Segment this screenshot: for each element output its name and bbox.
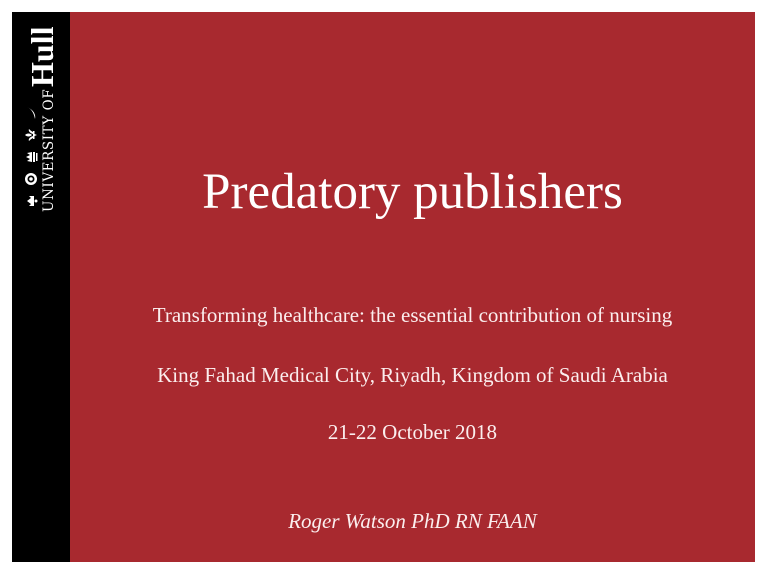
- slide-title: Predatory publishers: [202, 164, 623, 220]
- slide: [12, 12, 755, 562]
- tudor-rose-icon: [23, 172, 37, 186]
- logo-sidebar: [12, 12, 70, 562]
- university-logo: [12, 12, 70, 212]
- slide-date: 21-22 October 2018: [327, 420, 498, 444]
- logo-crest-icons: [22, 106, 38, 208]
- fleur-de-lis-icon: [23, 128, 37, 142]
- slide-content: [70, 12, 755, 562]
- slide-subtitle: Transforming healthcare: the essential contribution of nursing: [152, 303, 673, 327]
- logo-university-of: UNIVERSITY OF: [41, 88, 57, 212]
- ship-icon: [23, 106, 37, 120]
- crown-icon: [23, 150, 37, 164]
- crown-rose-icon: [23, 194, 37, 208]
- slide-venue: King Fahad Medical City, Riyadh, Kingdom of Saudi Arabia: [157, 363, 668, 387]
- logo-hull: Hull: [24, 26, 60, 87]
- slide-author: Roger Watson PhD RN FAAN: [288, 509, 537, 533]
